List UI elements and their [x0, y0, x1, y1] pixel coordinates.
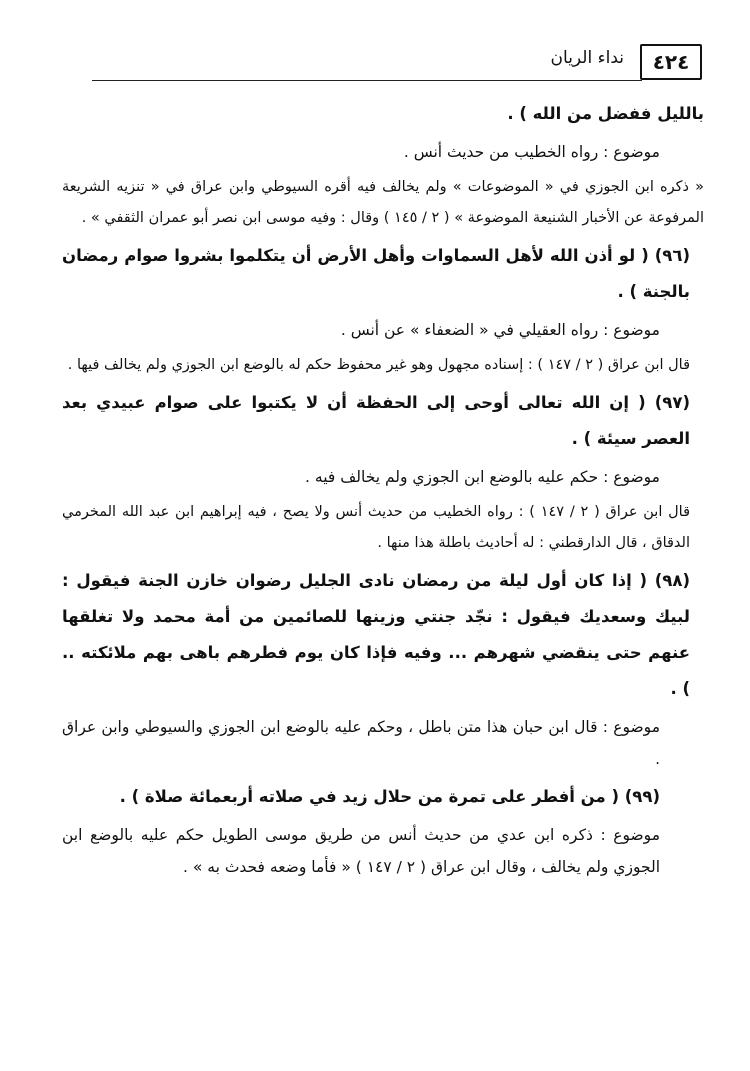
ruling-paragraph: موضوع : قال ابن حبان هذا متن باطل ، وحكم عليه بالوضع ابن الجوزي والسيوطي وابن عراق .	[62, 718, 660, 768]
page-body	[62, 96, 704, 1056]
commentary-paragraph: قال ابن عراق ( ٢ / ١٤٧ ) : إسناده مجهول وهو غير محفوظ حكم له بالوضع ابن الجوزي ولم يخالف فيها .	[67, 357, 690, 373]
hadith-98: (٩٨) ( إذا كان أول ليلة من رمضان نادى الجليل رضوان خازن الجنة فيقول : لبيك وسعديك فيقول : نجّد جنتي وزينها للصائمين من أمة محمد ولا تغلقها عنهم حتى ينقضي شهرهم ... وفيه فإذا كان يوم فطرهم باهى بهم ملائكته .. ) .	[62, 571, 690, 698]
ruling-paragraph: موضوع : حكم عليه بالوضع ابن الجوزي ولم يخالف فيه .	[305, 468, 660, 486]
running-title: نداء الريان	[550, 48, 624, 68]
hadith-96: (٩٦) ( لو أذن الله لأهل السماوات وأهل الأرض أن يتكلموا بشروا صوام رمضان بالجنة ) .	[62, 246, 690, 301]
ruling-paragraph: موضوع : رواه الخطيب من حديث أنس .	[403, 143, 660, 161]
commentary-paragraph: « ذكره ابن الجوزي في « الموضوعات » ولم يخالف فيه أقره السيوطي وابن عراق في « تنزيه الشريعة المرفوعة عن الأخبار الشنيعة الموضوعة » ( ٢ / ١٤٥ ) وقال : وفيه موسى ابن نصر أبو عمران الثقفي » .	[62, 179, 704, 226]
page-number: ٤٢٤	[640, 44, 702, 80]
header-rule	[92, 80, 642, 81]
hadith-99: (٩٩) ( من أفطر على تمرة من حلال زيد في صلاته أربعمائة صلاة ) .	[119, 787, 660, 806]
page-header	[92, 38, 702, 86]
ruling-paragraph: موضوع : ذكره ابن عدي من حديث أنس من طريق موسى الطويل حكم عليه بالوضع ابن الجوزي ولم يخالف ، وقال ابن عراق ( ٢ / ١٤٧ ) « فأما وضعه فحدث به » .	[62, 826, 660, 876]
ruling-paragraph: موضوع : رواه العقيلي في « الضعفاء » عن أنس .	[340, 321, 660, 339]
hadith-97: (٩٧) ( إن الله تعالى أوحى إلى الحفظة أن لا يكتبوا على صوام عبيدي بعد العصر سيئة ) .	[62, 393, 690, 448]
commentary-paragraph: قال ابن عراق ( ٢ / ١٤٧ ) : رواه الخطيب من حديث أنس ولا يصح ، فيه إبراهيم ابن عبد الله المخرمي الدقاق ، قال الدارقطني : له أحاديث باطلة هذا منها .	[62, 504, 691, 551]
paragraph-continuation: بالليل ففضل من الله ) .	[507, 104, 704, 123]
